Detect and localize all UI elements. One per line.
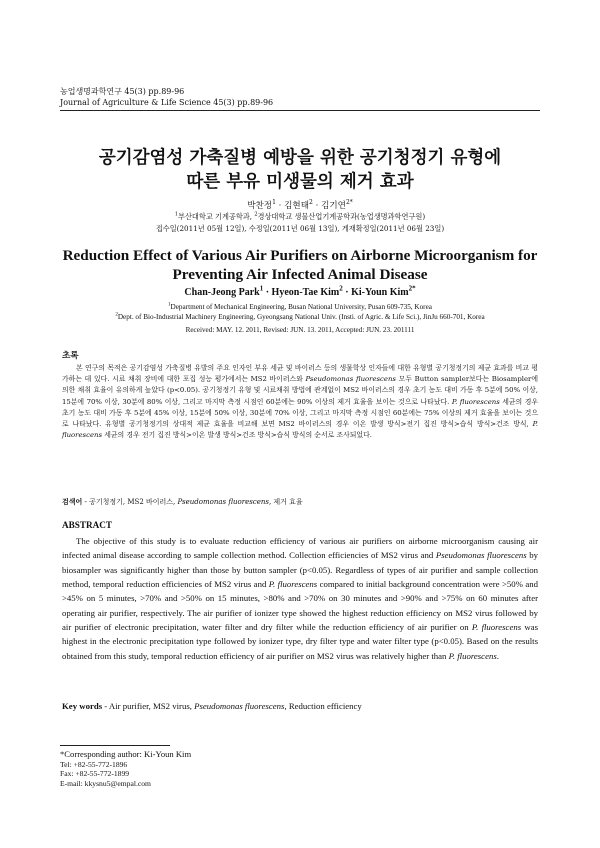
english-abstract-text: . <box>496 650 499 661</box>
journal-name-english: Journal of Agriculture & Life Science 45(3) pp.89-96 <box>60 98 274 107</box>
korean-abstract-text: 세균의 경우 초기 농도 대비 가동 후 5분에 45% 이상, 15분에 50% 이상, 30분에 70% 이상, 그리고 마지막 측정 시점인 60분에는 75% 이상의 제거 효율을 보이는 것으로 나타났다. 유형별 공기청정기의 상대적 제균 효율을 비교해 보면 MS2 바이러스의 경우 이온 발생 방식>전기 집진 방식>습식 방식>건조 방식, <box>62 397 539 429</box>
korean-title <box>60 146 540 194</box>
korean-abstract-text: 세균의 경우 전기 집진 방식>이온 발생 방식>건조 방식>습식 방식의 순서로 조사되었다. <box>102 431 372 440</box>
korean-authors <box>60 199 540 211</box>
english-keywords <box>62 701 538 711</box>
korean-author-3-sup: 2* <box>345 199 353 207</box>
english-affiliations <box>60 302 540 322</box>
english-author-3-sup: 2* <box>408 284 416 293</box>
korean-abstract-heading: 초록 <box>62 351 79 361</box>
korean-affiliations <box>60 212 540 222</box>
journal-header <box>60 86 540 108</box>
english-keywords-text: , Reduction efficiency <box>284 701 362 711</box>
english-authors <box>60 284 540 298</box>
korean-affil-1: 부산대학교 기계공학과, <box>178 212 255 221</box>
english-keywords-italic: Pseudomonas fluorescens <box>194 701 285 711</box>
korean-keywords-label: 검색어 <box>62 498 83 506</box>
english-affil-1: Department of Mechanical Engineering, Busan National University, Pusan 609-735, Korea <box>170 303 432 311</box>
corresponding-author: *Corresponding author: Ki-Youn Kim <box>60 749 192 759</box>
korean-author-2-sup: 2 <box>309 199 313 207</box>
english-abstract-text: by biosampler was significantly higher than those by button sampler (p<0.05). Regardless of types of air purifier and sample collection method, temporal reduction efficiencies of MS2 virus and <box>62 550 539 590</box>
korean-keywords-text: , 제거 효율 <box>268 498 303 506</box>
korean-author-1-sup: 1 <box>272 199 276 207</box>
english-keywords-label: Key words <box>62 701 103 711</box>
footnote-tel: Tel: +82-55-772-1896 <box>60 759 128 769</box>
korean-keywords <box>62 497 538 507</box>
author-separator: · <box>342 287 352 298</box>
korean-abstract <box>62 363 538 441</box>
header-divider <box>60 110 540 111</box>
english-affil-line-2 <box>60 312 540 322</box>
korean-author-2: 김현태 <box>284 201 310 211</box>
english-author-3: Ki-Youn Kim <box>351 287 409 298</box>
english-affil-1-sup: 1 <box>168 302 171 308</box>
korean-abstract-italic: P. fluorescens <box>451 397 500 406</box>
korean-abstract-text: 본 연구의 목적은 공기감염성 가축질병 유발의 주요 인자인 부유 세균 및 바이러스 등의 생물학상 인자들에 대한 유형별 공기청정기의 제균 효과를 비교 평가하는 데 있다. 시료 채취 장비에 대한 포집 성능 평가에서는 MS2 바이러스와 <box>62 364 538 384</box>
english-affil-2: Dept. of Bio-Industrial Machinery Engineering, Gyeongsang National Univ. (Insti. of Agric. & Life Sci.), JinJu 660-701, Korea <box>117 313 485 321</box>
english-abstract-text: was highest in the electronic precipitation type followed by ionizer type, dry filter type and water filter type (p<0.05). Based on the results obtained from this study, temporal reduction efficiency of air purifier on MS2 virus was relatively higher than <box>62 622 538 661</box>
english-abstract-italic: Pseudomonas fluorescens <box>435 550 527 561</box>
author-separator: · <box>275 201 285 211</box>
english-abstract-heading: ABSTRACT <box>62 520 113 530</box>
korean-title-line-2: 따른 부유 미생물의 제거 효과 <box>186 172 414 192</box>
english-title <box>60 246 540 284</box>
english-author-1: Chan-Jeong Park <box>184 287 260 298</box>
author-separator: · <box>312 201 322 211</box>
english-title-line-1: Reduction Effect of Various Air Purifiers on Airborne Microorganism for <box>62 247 538 264</box>
english-keywords-text: - Air purifier, MS2 virus, <box>102 701 195 711</box>
korean-author-3: 김기연 <box>321 201 346 211</box>
english-abstract-text: The objective of this study is to evaluate reduction efficiency of various air purifiers on airborne microorganism causing air infected animal disease according to sample collection method. Collection efficiencies of MS2 virus and <box>62 536 538 561</box>
korean-keywords-text: - 공기청정기, MS2 바이러스, <box>82 498 178 506</box>
english-title-line-2: Preventing Air Infected Animal Disease <box>172 266 428 283</box>
korean-affil-2: 경상대학교 생물산업기계공학과(농업생명과학연구원) <box>257 212 426 221</box>
korean-title-line-1: 공기감염성 가축질병 예방을 위한 공기청정기 유형에 <box>98 148 502 168</box>
footnote-email: E-mail: kkysnu5@empal.com <box>60 778 151 788</box>
korean-abstract-italic: P. fluorescens <box>62 420 538 440</box>
korean-affil-2-sup: 2 <box>254 211 258 218</box>
english-author-2-sup: 2 <box>339 284 343 293</box>
korean-affil-1-sup: 1 <box>174 211 179 218</box>
korean-author-1: 박찬정 <box>247 201 273 211</box>
english-affil-2-sup: 2 <box>115 312 118 318</box>
korean-abstract-italic: Pseudomonas fluorescens <box>305 375 396 384</box>
english-abstract-text: compared to initial background concentration were >50% and >45% on 5 minutes, >70% and >50% on 15 minutes, >80% and >70% on 30 minutes and >90% and >75% on 60 minutes after operating air purifier, respectively. The air purifier of ionizer type showed the highest reduction efficiency on MS2 virus followed by air purifier of electronic precipitation, water filter and dry filter while the reduction efficiency of air purifier on <box>62 579 539 633</box>
english-affil-line-1 <box>60 302 540 312</box>
english-abstract-italic: P. fluorescens <box>471 622 522 633</box>
author-separator: · <box>263 287 272 298</box>
english-abstract <box>62 534 538 663</box>
english-dates: Received: MAY. 12. 2011, Revised: JUN. 13. 2011, Accepted: JUN. 23. 201111 <box>185 326 415 334</box>
journal-name-korean: 농업생명과학연구 45(3) pp.89-96 <box>60 87 185 96</box>
footnote-fax: Fax: +82-55-772-1899 <box>60 769 130 779</box>
english-abstract-italic: P. fluorescens <box>268 579 318 590</box>
english-author-2: Hyeon-Tae Kim <box>271 287 340 298</box>
footnote <box>60 750 360 788</box>
english-abstract-italic: P. fluorescens <box>448 650 497 661</box>
footnote-divider <box>60 745 170 746</box>
korean-abstract-text: 모두 Button sampler보다는 Biosampler에 의한 채취 효율이 유의하게 높았다 (p<0.05). 공기청정기 유형 및 시료채취 방법에 관계없이 MS2 바이러스의 경우 초기 농도 대비 가동 후 5분에 50% 이상, 15분에 70% 이상, 30분에 80% 이상, 그리고 마지막 측정 시점인 60분에는 90% 이상의 제거 효율을 보이는 것으로 나타났다. <box>62 375 538 406</box>
korean-keywords-italic: Pseudomonas fluorescens <box>177 498 269 506</box>
korean-dates: 접수일(2011년 05월 12일), 수정일(2011년 06월 13일), 게재확정일(2011년 06월 23일) <box>155 224 445 233</box>
english-author-1-sup: 1 <box>259 284 264 293</box>
